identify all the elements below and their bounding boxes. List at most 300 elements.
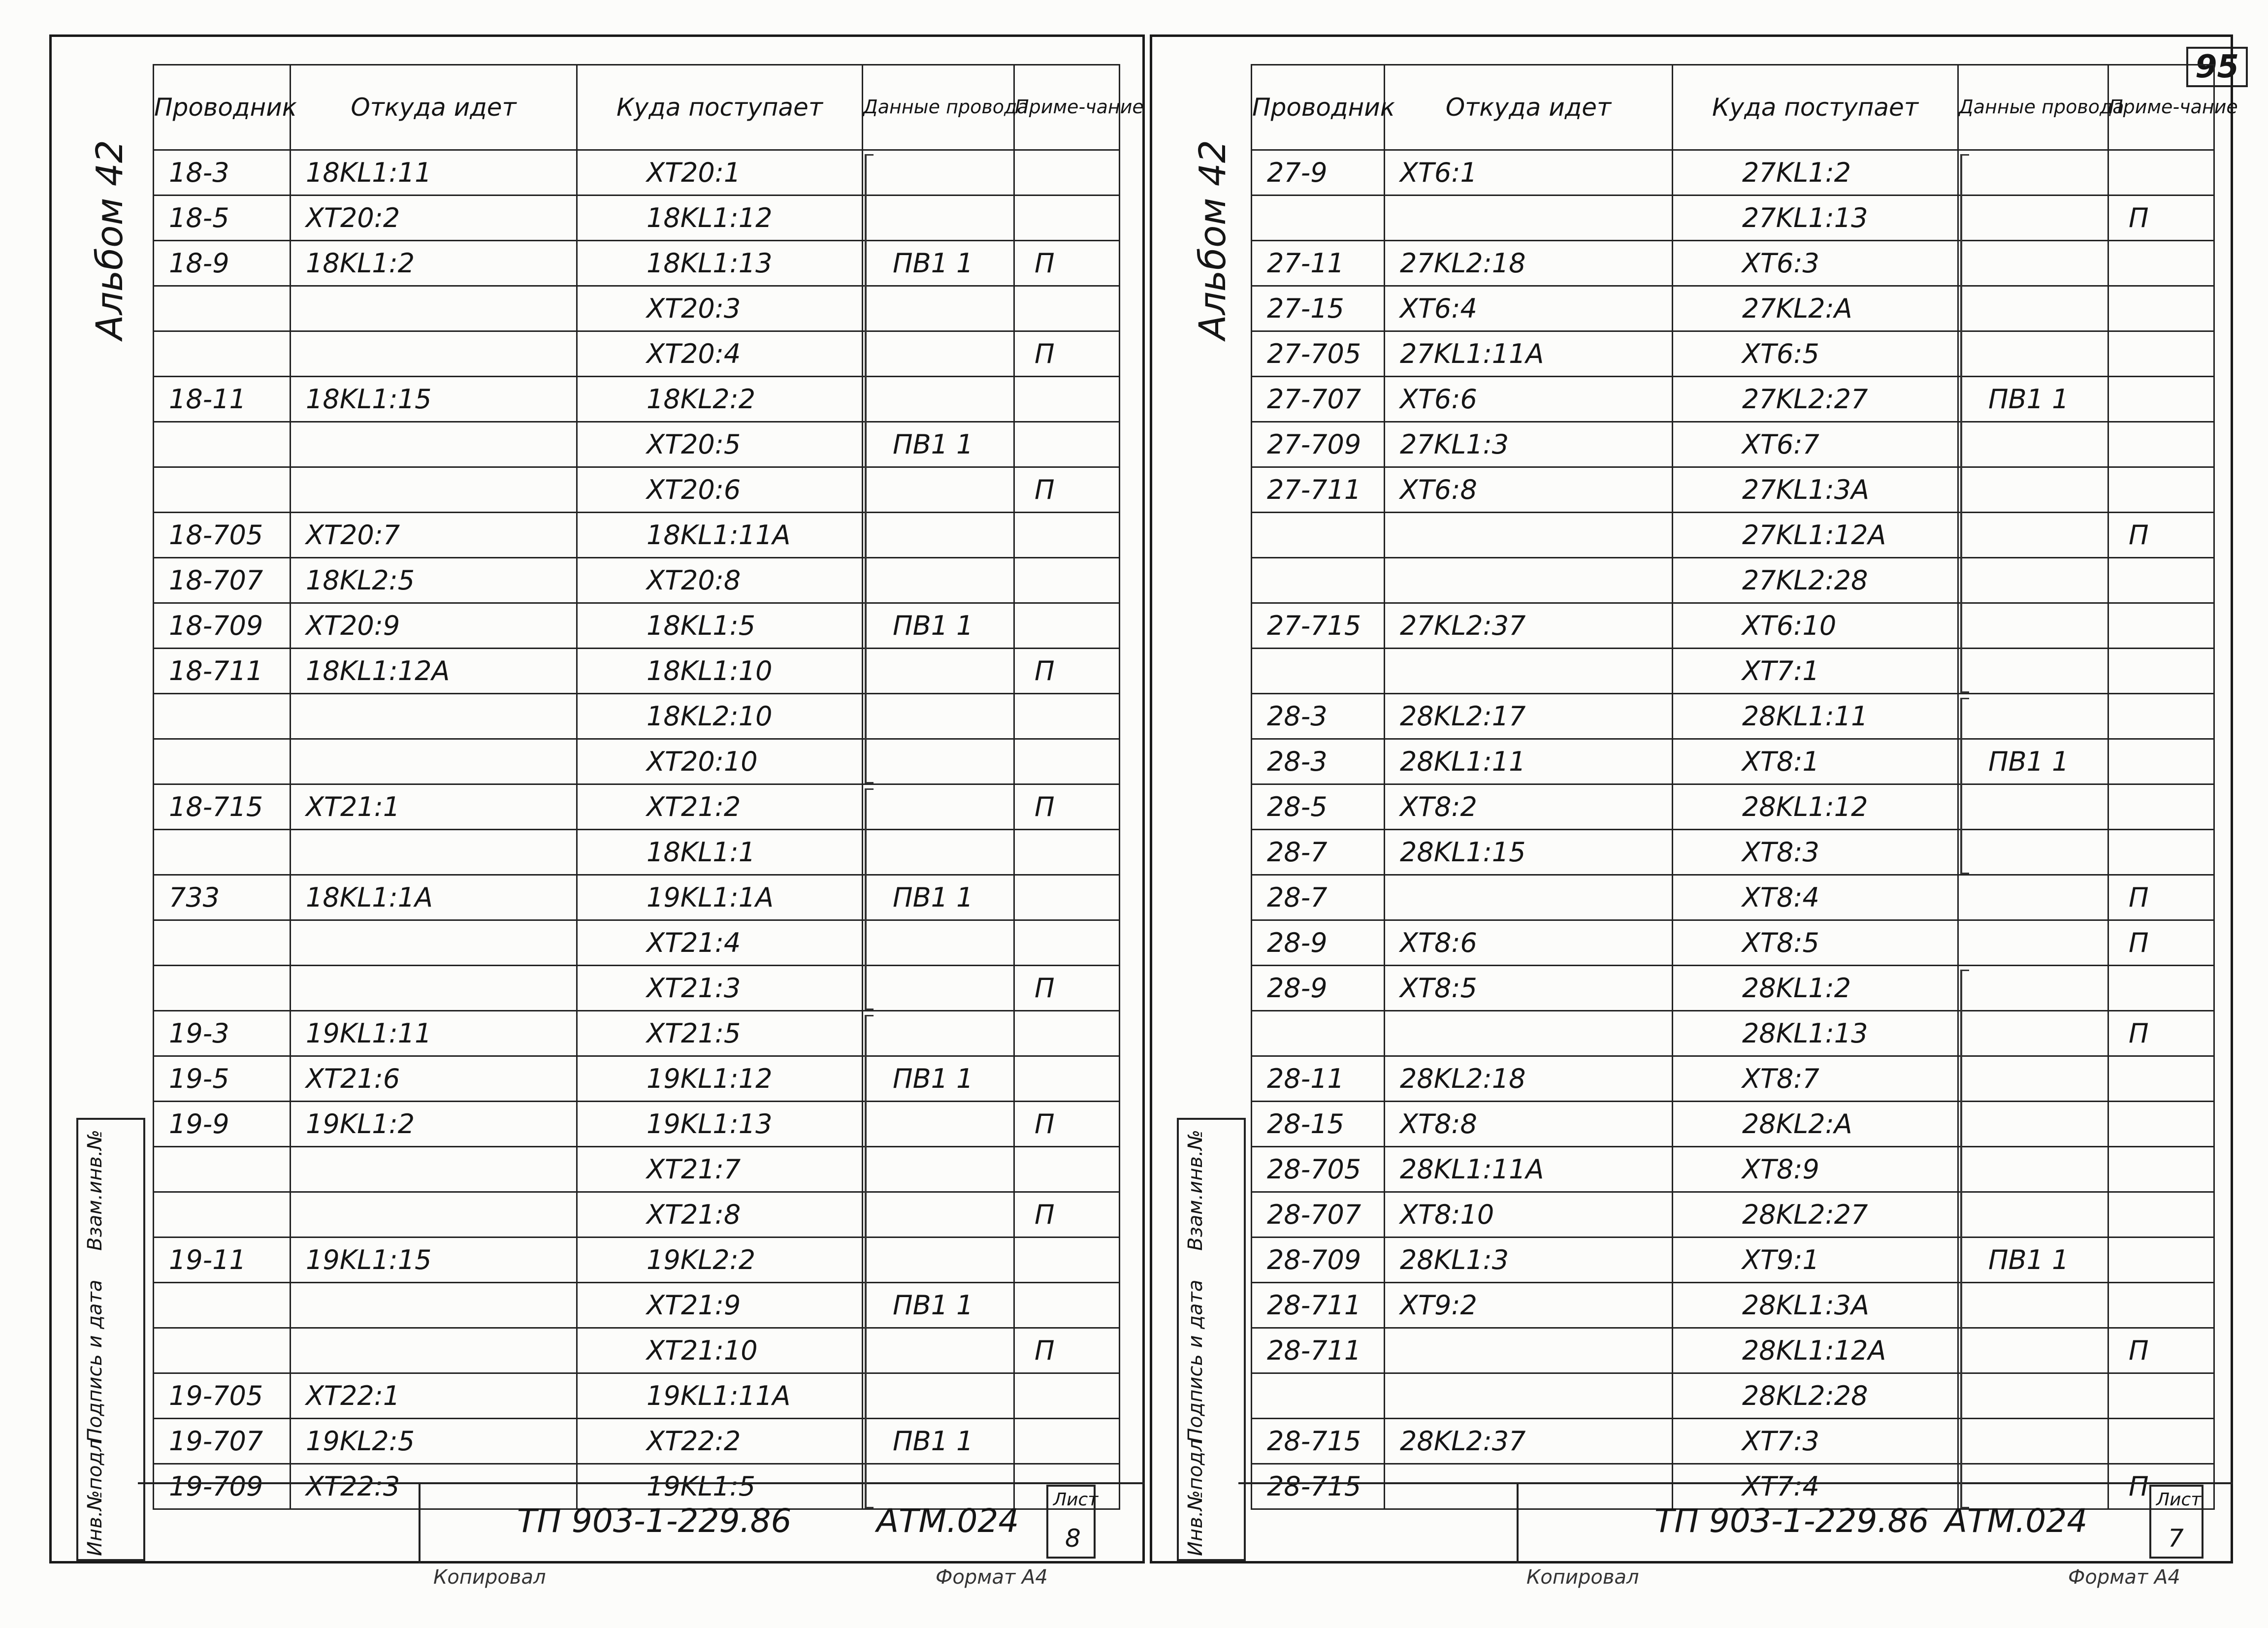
table-row (1252, 830, 2214, 875)
table-row (1252, 195, 2214, 241)
cell-from: 28KL1:3 (1385, 1237, 1673, 1283)
cell-note (2108, 966, 2214, 1011)
cell-wire (863, 1147, 1014, 1192)
cell-from: XT20:7 (291, 513, 577, 558)
left-footer-copy: Копировал (433, 1566, 546, 1589)
cell-to: XT21:8 (577, 1192, 863, 1237)
cell-from: 27KL2:37 (1385, 603, 1673, 649)
cell-wire (1958, 875, 2108, 920)
table-row (154, 1102, 1120, 1147)
cell-conductor (154, 830, 291, 875)
cell-note (2108, 784, 2214, 830)
cell-conductor (154, 966, 291, 1011)
cell-note (2108, 1373, 2214, 1419)
cell-from (291, 286, 577, 331)
cell-conductor (154, 694, 291, 739)
header-from: Откуда идет (1385, 65, 1673, 150)
cell-from: 19KL2:5 (291, 1419, 577, 1464)
left-sheet-box (1046, 1485, 1099, 1559)
cell-to: XT8:4 (1673, 875, 1958, 920)
page-number: 95 (2186, 47, 2248, 87)
cell-wire (863, 331, 1014, 377)
cell-note (1014, 558, 1120, 603)
cell-conductor (154, 1283, 291, 1328)
cell-from: 28KL2:18 (1385, 1056, 1673, 1102)
cell-to: 28KL2:27 (1673, 1192, 1958, 1237)
cell-wire (1958, 920, 2108, 966)
cell-to: 19KL1:5 (577, 1464, 863, 1509)
cell-wire (1958, 422, 2108, 467)
cell-conductor: 28-7 (1252, 875, 1385, 920)
wire-group-brace (865, 154, 874, 783)
cell-conductor (1252, 195, 1385, 241)
table-row (1252, 150, 2214, 195)
cell-wire (1958, 1373, 2108, 1419)
cell-conductor: 28-705 (1252, 1147, 1385, 1192)
cell-conductor: 19-707 (154, 1419, 291, 1464)
cell-from: 28KL1:15 (1385, 830, 1673, 875)
cell-to: 18KL1:10 (577, 649, 863, 694)
table-row (1252, 920, 2214, 966)
table-row (154, 150, 1120, 195)
cell-wire: ПВ1 1 (1958, 377, 2108, 422)
cell-note (2108, 830, 2214, 875)
cell-conductor: 28-707 (1252, 1192, 1385, 1237)
cell-note (1014, 1419, 1120, 1464)
cell-note (2108, 1283, 2214, 1328)
cell-note: П (1014, 1102, 1120, 1147)
cell-from: 28KL1:11 (1385, 739, 1673, 784)
cell-note (2108, 694, 2214, 739)
cell-wire (1958, 1102, 2108, 1147)
cell-note (2108, 377, 2214, 422)
cell-from: XT8:6 (1385, 920, 1673, 966)
cell-wire (1958, 603, 2108, 649)
cell-note (1014, 920, 1120, 966)
cell-conductor (1252, 558, 1385, 603)
cell-note: П (1014, 1328, 1120, 1373)
wire-group-brace (865, 788, 874, 1010)
cell-to: XT7:4 (1673, 1464, 1958, 1509)
right-label-replace: Взам.инв.№ (1184, 1129, 1207, 1251)
cell-from (291, 467, 577, 513)
cell-conductor: 27-711 (1252, 467, 1385, 513)
cell-conductor: 19-705 (154, 1373, 291, 1419)
cell-to: XT21:10 (577, 1328, 863, 1373)
cell-to: 27KL1:3A (1673, 467, 1958, 513)
cell-note: П (2108, 875, 2214, 920)
cell-wire: ПВ1 1 (863, 1283, 1014, 1328)
cell-conductor: 27-11 (1252, 241, 1385, 286)
cell-wire (1958, 513, 2108, 558)
right-stamp-doc: АТМ.024 (1945, 1502, 2088, 1540)
right-sheet-box (2149, 1485, 2203, 1559)
cell-wire (1958, 1011, 2108, 1056)
table-row (154, 1283, 1120, 1328)
cell-to: XT20:4 (577, 331, 863, 377)
cell-to: XT22:2 (577, 1419, 863, 1464)
table-row (1252, 422, 2214, 467)
cell-from: 19KL1:2 (291, 1102, 577, 1147)
cell-to: 18KL2:10 (577, 694, 863, 739)
cell-from (291, 830, 577, 875)
cell-conductor: 18-705 (154, 513, 291, 558)
table-row (154, 1373, 1120, 1419)
table-row (1252, 558, 2214, 603)
cell-note (2108, 241, 2214, 286)
right-sheet-label: Лист (2156, 1490, 2202, 1510)
cell-to: 19KL1:13 (577, 1102, 863, 1147)
header-to: Куда поступает (1673, 65, 1958, 150)
cell-wire (1958, 1419, 2108, 1464)
table-row (1252, 694, 2214, 739)
cell-note: П (1014, 1192, 1120, 1237)
cell-note (2108, 649, 2214, 694)
cell-conductor (154, 286, 291, 331)
table-row (1252, 966, 2214, 1011)
left-sheet-number: 8 (1065, 1524, 1081, 1553)
cell-conductor (154, 331, 291, 377)
cell-note (2108, 1237, 2214, 1283)
cell-from (291, 1192, 577, 1237)
cell-note (1014, 603, 1120, 649)
cell-conductor: 19-11 (154, 1237, 291, 1283)
cell-conductor: 28-711 (1252, 1328, 1385, 1373)
cell-conductor: 28-3 (1252, 739, 1385, 784)
cell-note (1014, 875, 1120, 920)
table-row (1252, 1373, 2214, 1419)
cell-wire (1958, 150, 2108, 195)
cell-from: 28KL2:17 (1385, 694, 1673, 739)
cell-to: 18KL1:1 (577, 830, 863, 875)
cell-wire (1958, 286, 2108, 331)
right-sheet-number: 7 (2168, 1524, 2184, 1553)
cell-wire (863, 1237, 1014, 1283)
cell-note (1014, 377, 1120, 422)
cell-note (1014, 1147, 1120, 1192)
cell-to: 27KL1:12A (1673, 513, 1958, 558)
table-row (154, 422, 1120, 467)
cell-note (1014, 422, 1120, 467)
cell-conductor (1252, 649, 1385, 694)
cell-conductor: 28-3 (1252, 694, 1385, 739)
table-row (154, 784, 1120, 830)
cell-to: XT8:7 (1673, 1056, 1958, 1102)
left-sheet-label: Лист (1053, 1490, 1099, 1510)
cell-from (291, 331, 577, 377)
cell-note (1014, 1237, 1120, 1283)
cell-to: 27KL2:A (1673, 286, 1958, 331)
left-label-sign: Подпись и дата (84, 1279, 106, 1443)
table-row (154, 1237, 1120, 1283)
cell-wire (863, 286, 1014, 331)
cell-from (291, 966, 577, 1011)
right-title-divider (1517, 1482, 1519, 1563)
cell-wire (863, 784, 1014, 830)
cell-conductor: 27-707 (1252, 377, 1385, 422)
cell-conductor: 27-15 (1252, 286, 1385, 331)
left-footer-format: Формат А4 (936, 1566, 1048, 1589)
cell-note (1014, 513, 1120, 558)
cell-conductor (154, 422, 291, 467)
cell-wire (1958, 1147, 2108, 1192)
cell-from: XT9:2 (1385, 1283, 1673, 1328)
cell-conductor: 18-9 (154, 241, 291, 286)
cell-from: 19KL1:15 (291, 1237, 577, 1283)
cell-from (1385, 1328, 1673, 1373)
cell-to: 19KL1:11A (577, 1373, 863, 1419)
cell-conductor: 28-11 (1252, 1056, 1385, 1102)
cell-to: XT21:5 (577, 1011, 863, 1056)
left-title-divider (419, 1482, 421, 1563)
cell-wire (1958, 649, 2108, 694)
cell-wire (1958, 830, 2108, 875)
cell-conductor: 28-9 (1252, 920, 1385, 966)
header-wire: Данные провода (1958, 65, 2108, 150)
cell-to: XT6:7 (1673, 422, 1958, 467)
left-wiring-table (153, 64, 1144, 1510)
right-footer-format: Формат А4 (2068, 1566, 2180, 1589)
header-from: Откуда идет (291, 65, 577, 150)
cell-note: П (1014, 649, 1120, 694)
cell-conductor: 19-5 (154, 1056, 291, 1102)
left-stamp-code: ТП 903-1-229.86 (517, 1502, 792, 1540)
left-stamp-doc: АТМ.024 (876, 1502, 1019, 1540)
cell-note: П (1014, 966, 1120, 1011)
cell-note: П (2108, 920, 2214, 966)
cell-to: 28KL2:A (1673, 1102, 1958, 1147)
cell-wire (863, 1192, 1014, 1237)
cell-from: XT6:1 (1385, 150, 1673, 195)
cell-wire (863, 1373, 1014, 1419)
cell-wire (863, 377, 1014, 422)
cell-note: П (2108, 1328, 2214, 1373)
cell-conductor: 27-9 (1252, 150, 1385, 195)
cell-note (2108, 603, 2214, 649)
cell-wire (863, 966, 1014, 1011)
cell-wire (863, 830, 1014, 875)
cell-conductor: 28-709 (1252, 1237, 1385, 1283)
right-stamp-code: ТП 903-1-229.86 (1654, 1502, 1929, 1540)
cell-wire (863, 694, 1014, 739)
cell-note (2108, 1192, 2214, 1237)
cell-wire (863, 513, 1014, 558)
table-row (1252, 1102, 2214, 1147)
cell-note (2108, 558, 2214, 603)
cell-wire (863, 150, 1014, 195)
cell-conductor: 27-709 (1252, 422, 1385, 467)
header-conductor: Проводник (154, 65, 291, 150)
cell-wire (863, 558, 1014, 603)
cell-note (2108, 1147, 2214, 1192)
table-row (154, 377, 1120, 422)
cell-from (291, 920, 577, 966)
cell-to: 18KL1:11A (577, 513, 863, 558)
table-row (1252, 784, 2214, 830)
cell-to: 27KL2:27 (1673, 377, 1958, 422)
table-row (1252, 513, 2214, 558)
cell-note: П (1014, 467, 1120, 513)
cell-from: 27KL2:18 (1385, 241, 1673, 286)
cell-from (291, 1328, 577, 1373)
cell-from (1385, 1011, 1673, 1056)
cell-conductor: 19-9 (154, 1102, 291, 1147)
cell-from (291, 422, 577, 467)
cell-wire (1958, 1283, 2108, 1328)
cell-wire (1958, 966, 2108, 1011)
cell-to: XT20:3 (577, 286, 863, 331)
cell-from (1385, 875, 1673, 920)
cell-note (2108, 739, 2214, 784)
cell-wire: ПВ1 1 (863, 241, 1014, 286)
cell-from: XT6:4 (1385, 286, 1673, 331)
cell-conductor: 733 (154, 875, 291, 920)
table-header-row (154, 65, 1120, 150)
cell-note (1014, 830, 1120, 875)
cell-conductor: 19-709 (154, 1464, 291, 1509)
cell-wire (1958, 195, 2108, 241)
cell-to: XT21:2 (577, 784, 863, 830)
cell-to: 18KL2:2 (577, 377, 863, 422)
cell-from: XT22:1 (291, 1373, 577, 1419)
table-row (154, 966, 1120, 1011)
cell-conductor: 27-715 (1252, 603, 1385, 649)
cell-note (1014, 286, 1120, 331)
cell-to: 19KL1:12 (577, 1056, 863, 1102)
cell-to: 28KL1:13 (1673, 1011, 1958, 1056)
cell-to: XT8:1 (1673, 739, 1958, 784)
cell-wire (863, 920, 1014, 966)
cell-from: XT6:6 (1385, 377, 1673, 422)
table-row (154, 1192, 1120, 1237)
cell-from: 28KL1:11A (1385, 1147, 1673, 1192)
table-row (154, 331, 1120, 377)
cell-wire (1958, 1192, 2108, 1237)
cell-conductor: 19-3 (154, 1011, 291, 1056)
cell-to: XT6:3 (1673, 241, 1958, 286)
cell-to: 28KL1:11 (1673, 694, 1958, 739)
cell-from (291, 694, 577, 739)
cell-to: 19KL2:2 (577, 1237, 863, 1283)
cell-to: 28KL1:12 (1673, 784, 1958, 830)
cell-from (1385, 649, 1673, 694)
cell-wire (1958, 467, 2108, 513)
cell-to: XT8:9 (1673, 1147, 1958, 1192)
left-label-inv: Инв.№подл (84, 1439, 106, 1556)
cell-to: 18KL1:12 (577, 195, 863, 241)
cell-conductor: 18-709 (154, 603, 291, 649)
left-label-replace: Взам.инв.№ (84, 1129, 106, 1251)
cell-conductor (154, 739, 291, 784)
table-row (1252, 1147, 2214, 1192)
cell-wire (1958, 241, 2108, 286)
cell-note: П (2108, 1464, 2214, 1509)
wire-group-brace (1960, 154, 1969, 693)
table-row (1252, 1328, 2214, 1373)
cell-note (1014, 1011, 1120, 1056)
cell-to: XT20:5 (577, 422, 863, 467)
table-row (154, 1419, 1120, 1464)
cell-wire (863, 1011, 1014, 1056)
cell-from: 27KL1:3 (1385, 422, 1673, 467)
cell-conductor: 18-11 (154, 377, 291, 422)
cell-wire (1958, 784, 2108, 830)
cell-to: XT8:3 (1673, 830, 1958, 875)
table-row (154, 603, 1120, 649)
cell-note (2108, 1056, 2214, 1102)
cell-to: 28KL2:28 (1673, 1373, 1958, 1419)
cell-conductor (1252, 513, 1385, 558)
cell-from: 18KL1:15 (291, 377, 577, 422)
cell-conductor: 28-711 (1252, 1283, 1385, 1328)
table-row (1252, 377, 2214, 422)
cell-conductor (154, 1328, 291, 1373)
cell-note (2108, 331, 2214, 377)
table-row (154, 875, 1120, 920)
cell-note (2108, 1419, 2214, 1464)
table-row (154, 1011, 1120, 1056)
cell-conductor: 18-711 (154, 649, 291, 694)
cell-from: 18KL1:2 (291, 241, 577, 286)
cell-to: XT20:10 (577, 739, 863, 784)
wire-group-brace (865, 1015, 874, 1508)
cell-to: XT7:3 (1673, 1419, 1958, 1464)
right-footer-copy: Копировал (1526, 1566, 1639, 1589)
table-row (1252, 1283, 2214, 1328)
table-header-row (1252, 65, 2214, 150)
table-row (154, 830, 1120, 875)
right-label-inv: Инв.№подл (1184, 1439, 1207, 1556)
cell-note (2108, 150, 2214, 195)
table-row (1252, 603, 2214, 649)
cell-conductor (154, 1147, 291, 1192)
cell-from: 18KL1:1A (291, 875, 577, 920)
cell-to: 28KL1:3A (1673, 1283, 1958, 1328)
cell-wire (863, 467, 1014, 513)
cell-note (1014, 1283, 1120, 1328)
cell-from (291, 1147, 577, 1192)
cell-to: 28KL1:2 (1673, 966, 1958, 1011)
cell-wire (1958, 1328, 2108, 1373)
cell-conductor (154, 467, 291, 513)
cell-note: П (2108, 513, 2214, 558)
cell-from (1385, 558, 1673, 603)
cell-to: 18KL1:13 (577, 241, 863, 286)
cell-conductor (1252, 1011, 1385, 1056)
cell-wire: ПВ1 1 (863, 603, 1014, 649)
cell-conductor: 28-9 (1252, 966, 1385, 1011)
cell-conductor: 18-707 (154, 558, 291, 603)
cell-to: XT21:4 (577, 920, 863, 966)
table-row (154, 241, 1120, 286)
cell-note: П (1014, 784, 1120, 830)
cell-to: XT21:9 (577, 1283, 863, 1328)
cell-to: 19KL1:1A (577, 875, 863, 920)
cell-note: П (2108, 1011, 2214, 1056)
right-album-label: Альбом 42 (1192, 140, 1234, 340)
cell-from: 27KL1:11A (1385, 331, 1673, 377)
cell-wire (863, 195, 1014, 241)
cell-from: 18KL1:11 (291, 150, 577, 195)
cell-note (1014, 150, 1120, 195)
cell-from: XT20:2 (291, 195, 577, 241)
cell-from: XT22:3 (291, 1464, 577, 1509)
table-row (154, 1056, 1120, 1102)
table-row (1252, 649, 2214, 694)
table-row (1252, 467, 2214, 513)
cell-to: XT8:5 (1673, 920, 1958, 966)
cell-wire: ПВ1 1 (863, 1419, 1014, 1464)
